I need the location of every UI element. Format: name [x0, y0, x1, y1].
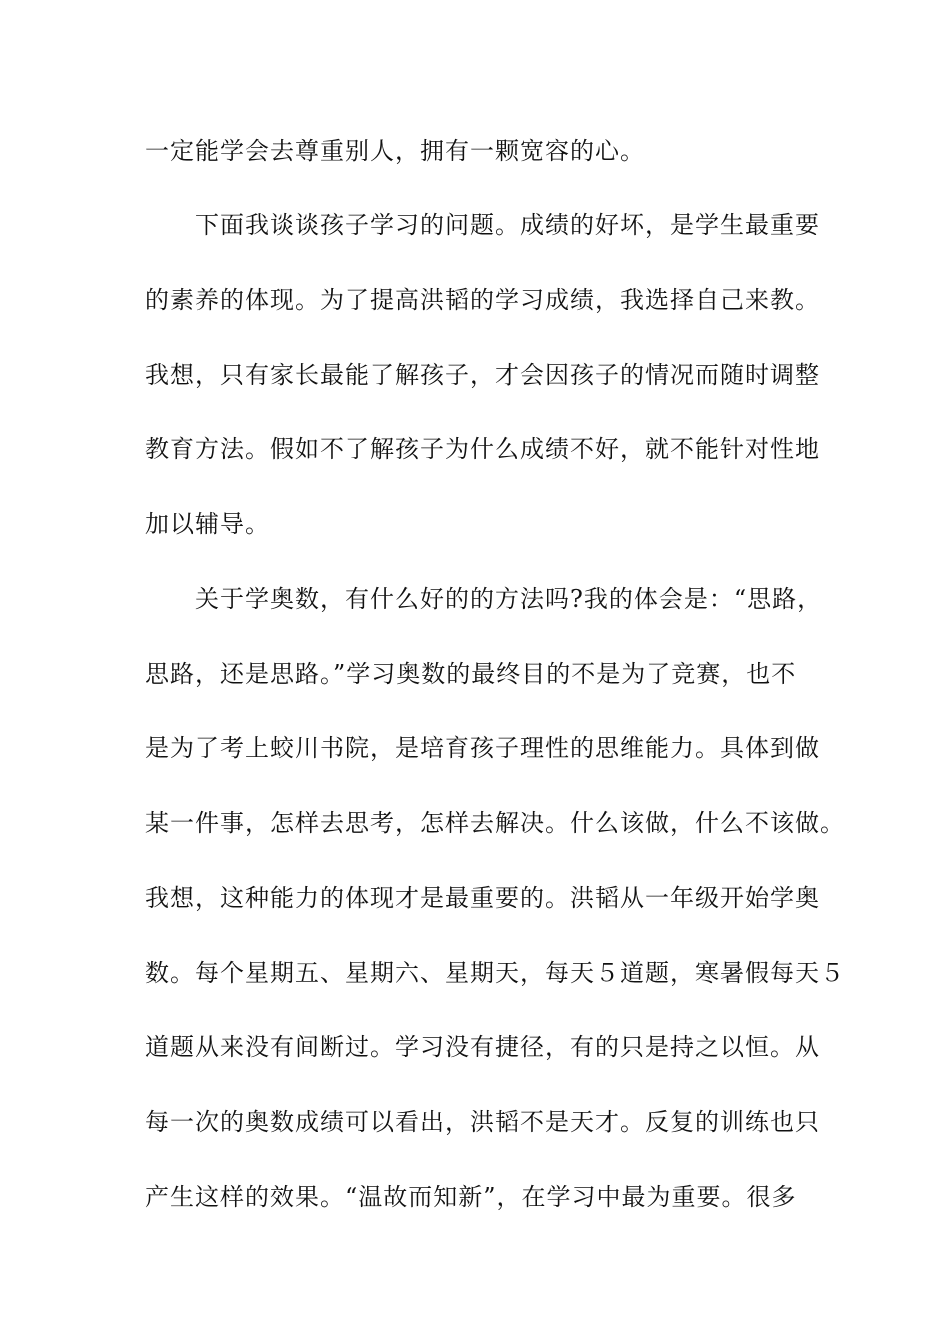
paragraph-line: 一定能学会去尊重别人，拥有一颗宽容的心。	[145, 137, 645, 165]
paragraph-line: 某一件事，怎样去思考，怎样去解决。什么该做，什么不该做。	[145, 809, 845, 837]
paragraph-line: 数。每个星期五、星期六、星期天，每天５道题，寒暑假每天５	[145, 959, 845, 987]
paragraph-line: 下面我谈谈孩子学习的问题。成绩的好坏，是学生最重要	[145, 211, 820, 239]
paragraph-line: 是为了考上蛟川书院，是培育孩子理性的思维能力。具体到做	[145, 734, 820, 762]
paragraph-line: 我想，只有家长最能了解孩子，才会因孩子的情况而随时调整	[145, 361, 820, 389]
paragraph-line: 每一次的奥数成绩可以看出，洪韬不是天才。反复的训练也只	[145, 1108, 820, 1136]
paragraph-line: 的素养的体现。为了提高洪韬的学习成绩，我选择自己来教。	[145, 286, 820, 314]
paragraph-line: 产生这样的效果。“温故而知新”，在学习中最为重要。很多	[145, 1183, 797, 1211]
paragraph-line: 思路，还是思路。”学习奥数的最终目的不是为了竞赛，也不	[145, 660, 797, 688]
paragraph-line: 教育方法。假如不了解孩子为什么成绩不好，就不能针对性地	[145, 435, 820, 463]
paragraph-line: 我想，这种能力的体现才是最重要的。洪韬从一年级开始学奥	[145, 884, 820, 912]
paragraph-line: 关于学奥数，有什么好的的方法吗?我的体会是：“思路，	[145, 585, 823, 613]
paragraph-line: 道题从来没有间断过。学习没有捷径，有的只是持之以恒。从	[145, 1033, 820, 1061]
paragraph-line: 加以辅导。	[145, 510, 270, 538]
